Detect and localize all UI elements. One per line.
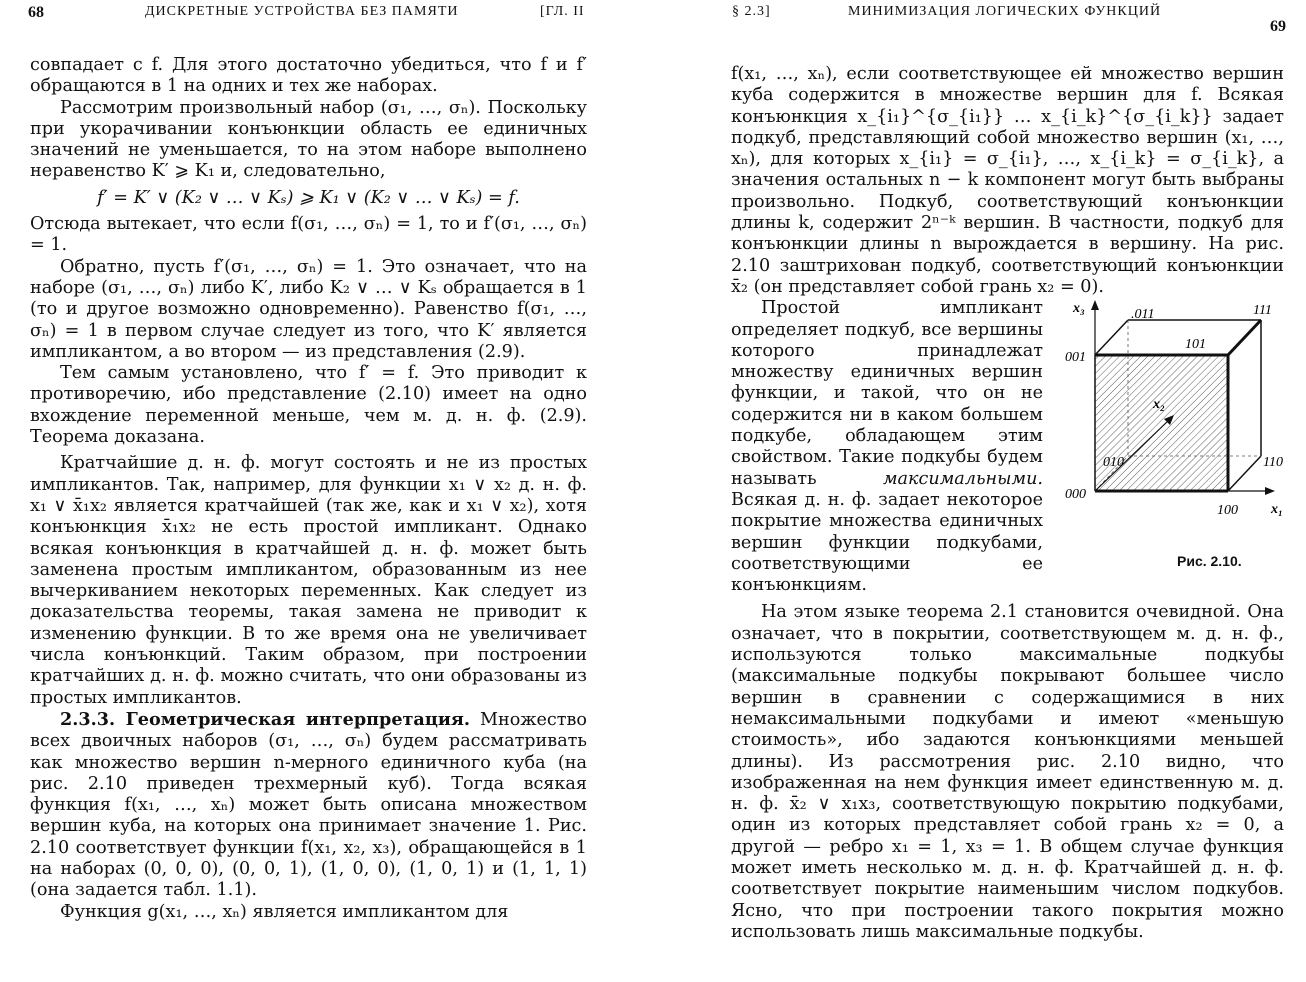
vertex-label-010: 010 bbox=[1103, 455, 1124, 471]
left-page bbox=[0, 0, 640, 982]
x1-arrow bbox=[1265, 487, 1275, 495]
left-running-title: ДИСКРЕТНЫЕ УСТРОЙСТВА БЕЗ ПАМЯТИ bbox=[145, 4, 459, 19]
vertex-label-110: 110 bbox=[1263, 455, 1283, 471]
paragraph: совпадает с f. Для этого достаточно убедиться, что f и f′ обращаются в 1 на одних и тех же наборах. bbox=[30, 55, 587, 97]
paragraph-text: Множество всех двоичных наборов (σ₁, …, σₙ) будем рассматривать как множество вершин n-мерного единичного куба (на рис. 2.10 приведен трехмерный куб). Тогда всякая функция f(x₁, …, xₙ) может быть описана множеством вершин куба, на которых она принимает значение 1. Рис. 2.10 соответствует функции f(x₁, x₂, x₃), обращающейся в 1 на наборах (0, 0, 0), (0, 0, 1), (1, 0, 0), (1, 0, 1) и (1, 1, 1) (она задается табл. 1.1). bbox=[30, 709, 587, 901]
paragraph: f(x₁, …, xₙ), если соответствующее ей множество вершин куба содержится в множестве вершин для f. Всякая конъюнкция x_{i₁}^{σ_{i₁}} … x_{i_k}^{σ_{i_k}} задает подкуб, представляющий собой множество вершин (x₁, …, xₙ), для которых x_{i₁} = σ_{i₁}, …, x_{i_k} = σ_{i_k}, а значения остальных n − k компонент могут быть выбраны произвольно. Подкуб, соответствующий конъюнкции длины k, содержит 2ⁿ⁻ᵏ вершин. В частности, подкуб для конъюнкции длины n вырождается в вершину. На рис. 2.10 заштрихован подкуб, соответствующий конъюнкции x̄₂ (он представляет собой грань x₂ = 0). bbox=[731, 64, 1284, 297]
vertex-label-011: .011 bbox=[1131, 307, 1155, 323]
left-chapter-ref: [ГЛ. II bbox=[540, 4, 585, 19]
cube-diagram bbox=[1043, 298, 1284, 573]
left-page-number: 68 bbox=[28, 4, 44, 21]
paragraph: Простой импликант определяет подкуб, все вершины которого принадлежат множеству единичных вершин функции, и такой, что он не содержится ни в каком большем подкубе, обладающем этим свойством. Такие подкубы будем называть максимальными. Всякая д. н. ф. задает некоторое покрытие множества единичных вершин функции подкубами, соответствующими ее конъюнкциям. bbox=[731, 298, 1043, 596]
vertex-label-000: 000 bbox=[1065, 487, 1086, 503]
paragraph: На этом языке теорема 2.1 становится очевидной. Она означает, что в покрытии, соответствующем м. д. н. ф., используются только максимальные подкубы (максимальные подкубы покрывают большее число вершин в сравнении с содержащимися в них немаксимальными подкубами и имеют «меньшую стоимость», ибо задаются конъюнкциями меньшей длины). Из рассмотрения рис. 2.10 видно, что изображенная на нем функция имеет единственную м. д. н. ф. x̄₂ ∨ x₁x₃, соответствующую покрытию подкубами, один из которых представляет собой грань x₂ = 0, а другой — ребро x₁ = 1, x₃ = 1. В общем случае функция может иметь несколько м. д. н. ф. Кратчайшей д. н. ф. соответствует покрытие наименьшим числом подкубов. Ясно, что при построении такого покрытия можно использовать лишь максимальные подкубы. bbox=[731, 602, 1284, 942]
cube-edge bbox=[1228, 320, 1261, 355]
paragraph: Тем самым установлено, что f′ = f. Это приводит к противоречию, ибо представление (2.10) имеет на одно вхождение переменной меньше, чем м. д. н. ф. (2.9). Теорема доказана. bbox=[30, 363, 587, 448]
italic-term: максимальными. bbox=[882, 468, 1043, 489]
formula: f′ = K′ ∨ (K₂ ∨ … ∨ Kₛ) ⩾ K₁ ∨ (K₂ ∨ … ∨ Kₛ) = f. bbox=[97, 187, 520, 208]
right-page-number: 69 bbox=[1270, 18, 1286, 35]
paragraph: Обратно, пусть f′(σ₁, …, σₙ) = 1. Это означает, что на наборе (σ₁, …, σₙ) либо K′, либо K₂ ∨ … ∨ Kₛ обращается в 1 (то и другое возможно одновременно). Равенство f(σ₁, …, σₙ) = 1 в первом случае следует из того, что K′ является импликантом, а во втором — из представления (2.9). bbox=[30, 256, 587, 362]
hatched-face bbox=[1095, 355, 1228, 491]
wrapped-text bbox=[731, 298, 1043, 596]
right-page bbox=[660, 0, 1306, 982]
paragraph: Функция g(x₁, …, xₙ) является импликантом для bbox=[60, 901, 509, 922]
paragraph: Рассмотрим произвольный набор (σ₁, …, σₙ). Поскольку при укорачивании конъюнкции область ее единичных значений не уменьшается, то на этом наборе выполнено неравенство K′ ⩾ K₁ и, следовательно, bbox=[30, 97, 587, 182]
vertex-label-111: 111 bbox=[1253, 303, 1272, 319]
axis-label-x3: x₃ bbox=[1073, 301, 1085, 317]
right-section-ref: § 2.3] bbox=[732, 4, 771, 19]
right-page-body bbox=[731, 64, 1284, 943]
vertex-label-001: 001 bbox=[1065, 350, 1086, 366]
axis-label-x1: x₁ bbox=[1271, 502, 1283, 518]
paragraph: Отсюда вытекает, что если f(σ₁, …, σₙ) = 1, то и f′(σ₁, …, σₙ) = 1. bbox=[30, 214, 587, 256]
figure-caption: Рис. 2.10. bbox=[1177, 553, 1242, 570]
left-page-body bbox=[30, 55, 587, 923]
paragraph: Кратчайшие д. н. ф. могут состоять и не из простых импликантов. Так, например, для функции x₁ ∨ x₂ д. н. ф. x₁ ∨ x̄₁x₂ является кратчайшей (так же, как и x₁ ∨ x₂), хотя конъюнкция x̄₁x₂ не есть простой импликант. Однако всякая конъюнкция в кратчайшей д. н. ф. может быть заменена простым импликантом, образованным из нее вычеркиванием некоторых переменных. Как следует из доказательства теоремы, такая замена не приводит к изменению функции. В то же время она не увеличивает числа конъюнкций. Таким образом, при построении кратчайших д. н. ф. можно считать, что они образованы из простых импликантов. bbox=[30, 453, 587, 708]
cube-edge bbox=[1095, 320, 1128, 355]
right-running-title: МИНИМИЗАЦИЯ ЛОГИЧЕСКИХ ФУНКЦИЙ bbox=[848, 4, 1162, 19]
cube-edge bbox=[1228, 456, 1261, 491]
axis-label-x2: x₂ bbox=[1153, 397, 1165, 413]
figure-wrap bbox=[731, 298, 1284, 596]
left-page-header bbox=[0, 4, 640, 28]
vertex-label-101: 101 bbox=[1185, 337, 1206, 353]
vertex-label-100: 100 bbox=[1217, 503, 1238, 519]
figure-2-10 bbox=[1043, 298, 1284, 596]
right-page-header bbox=[660, 4, 1306, 35]
x3-arrow bbox=[1091, 300, 1099, 310]
section-paragraph bbox=[30, 709, 587, 902]
section-heading: 2.3.3. Геометрическая интерпретация. bbox=[60, 708, 470, 730]
